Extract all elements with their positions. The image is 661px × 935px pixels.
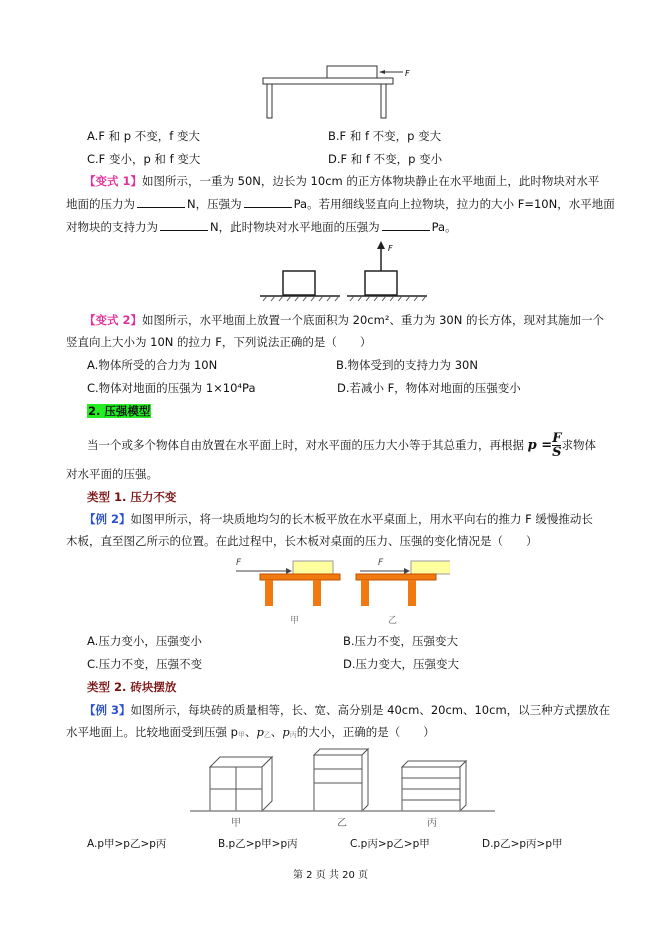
blank <box>160 219 208 231</box>
ex2-option-a: A.压力变小，压强变小 <box>87 634 202 648</box>
v2-line1 <box>84 312 604 328</box>
ex2-option-b: B.压力不变，压强变大 <box>343 634 459 648</box>
ex3-option-a: A.p甲>p乙>p丙 <box>87 838 167 850</box>
text: 求物体 <box>561 438 597 452</box>
ex2-text: 如图甲所示，将一块质地均匀的长木板平放在水平桌面上，用水平向右的推力 F 缓慢推动长 <box>130 512 593 526</box>
board-push-figure <box>230 555 450 635</box>
label-yi: 乙 <box>388 616 398 626</box>
page-footer: 第 2 页 共 20 页 <box>293 870 368 881</box>
v2-option-d: D.若减小 F，物体对地面的压强变小 <box>337 381 521 395</box>
formula-fraction <box>552 432 561 459</box>
ex3-option-c: C.p丙>p乙>p甲 <box>350 838 430 850</box>
q1-option-c: C.F 变小，p 和 f 变大 <box>87 152 201 166</box>
section-para-line2: 对水平面的压强。 <box>66 467 158 481</box>
v1-line2 <box>66 196 615 212</box>
blank <box>137 196 185 208</box>
text: N，此时物块对水平地面的压强为 <box>210 220 380 234</box>
section-title: 2. 压强模型 <box>88 404 151 418</box>
section-para-line1 <box>87 432 596 459</box>
sub: 甲 <box>237 731 245 739</box>
label-bing: 丙 <box>427 818 437 829</box>
sub: 丙 <box>289 731 297 739</box>
v2-line2: 竖直向上大小为 10N 的拉力 F，下列说法正确的是（ ） <box>66 335 372 349</box>
force-label: F <box>388 244 393 253</box>
v2-option-a: A.物体所受的合力为 10N <box>87 358 218 372</box>
text: Pa。若用细线竖直向上拉物块，拉力的大小 F=10N，水平地面 <box>293 197 615 211</box>
numerator: F <box>552 431 562 446</box>
cube-figure <box>255 238 435 304</box>
force-label: F <box>236 558 242 568</box>
q1-option-d: D.F 和 f 不变，p 变小 <box>328 152 443 166</box>
blank <box>382 219 430 231</box>
text: 对物块的支持力为 <box>66 220 158 234</box>
v2-tag: 【变式 2】 <box>84 313 143 327</box>
q1-option-a: A.F 和 p 不变，f 变大 <box>87 129 200 143</box>
force-label: F <box>405 69 410 78</box>
bricks-figure <box>190 745 510 815</box>
v2-option-b: B.物体受到的支持力为 30N <box>336 358 478 372</box>
v1-text: 如图所示，一重为 50N，边长为 10cm 的正方体物块静止在水平地面上，此时物块对水平 <box>142 174 600 188</box>
type2-heading: 类型 2. 砖块摆放 <box>87 680 177 694</box>
label-jia: 甲 <box>231 818 241 829</box>
v2-option-c: C.物体对地面的压强为 1×10⁴Pa <box>87 381 256 395</box>
text: Pa。 <box>431 220 457 234</box>
ex2-option-d: D.压力变大，压强变大 <box>343 657 460 671</box>
sub: 乙 <box>263 731 271 739</box>
ex3-tag: 【例 3】 <box>84 703 131 717</box>
q1-option-b: B.F 和 f 不变，p 变大 <box>328 129 442 143</box>
ex2-line2: 木板，直至图乙所示的位置。在此过程中，长木板对桌面的压力、压强的变化情况是（ ） <box>66 534 538 548</box>
ex3-line2: 水平地面上。比较地面受到压强 $p_甲$、$p_乙$、$p_丙$的大小，正确的是（ ） <box>66 725 435 739</box>
ex2-option-c: C.压力不变，压强不变 <box>87 657 203 671</box>
text: 地面的压力为 <box>66 197 135 211</box>
v2-text: 如图所示，水平地面上放置一个底面积为 20cm²、重力为 30N 的长方体，现对其施加一个 <box>142 313 604 327</box>
label-yi: 乙 <box>337 818 347 829</box>
table-block-figure <box>255 60 415 122</box>
ex2-tag: 【例 2】 <box>84 512 131 526</box>
ex2-line1 <box>84 511 593 527</box>
text: N，压强为 <box>187 197 242 211</box>
v1-line1 <box>84 173 599 189</box>
label-jia: 甲 <box>290 616 300 626</box>
v1-tag: 【变式 1】 <box>84 174 143 188</box>
denominator: S <box>552 445 562 460</box>
ex3-text: 如图所示，每块砖的质量相等，长、宽、高分别是 40cm、20cm、10cm，以三种方式摆放在 <box>130 703 611 717</box>
text: 的大小，正确的是（ ） <box>296 725 435 739</box>
ex3-option-b: B.p乙>p甲>p丙 <box>218 838 298 850</box>
section-heading <box>87 403 151 419</box>
type1-heading: 类型 1. 压力不变 <box>87 490 177 504</box>
blank <box>244 196 292 208</box>
v1-line3 <box>66 219 457 235</box>
ex3-line1 <box>84 702 610 718</box>
text: 水平地面上。比较地面受到压强 p <box>66 725 238 739</box>
force-label: F <box>378 558 384 568</box>
formula-lhs: p = <box>527 438 553 453</box>
ex3-option-d: D.p乙>p丙>p甲 <box>482 838 563 850</box>
text: 当一个或多个物体自由放置在水平面上时，对水平面的压力大小等于其总重力，再根据 <box>87 438 524 452</box>
